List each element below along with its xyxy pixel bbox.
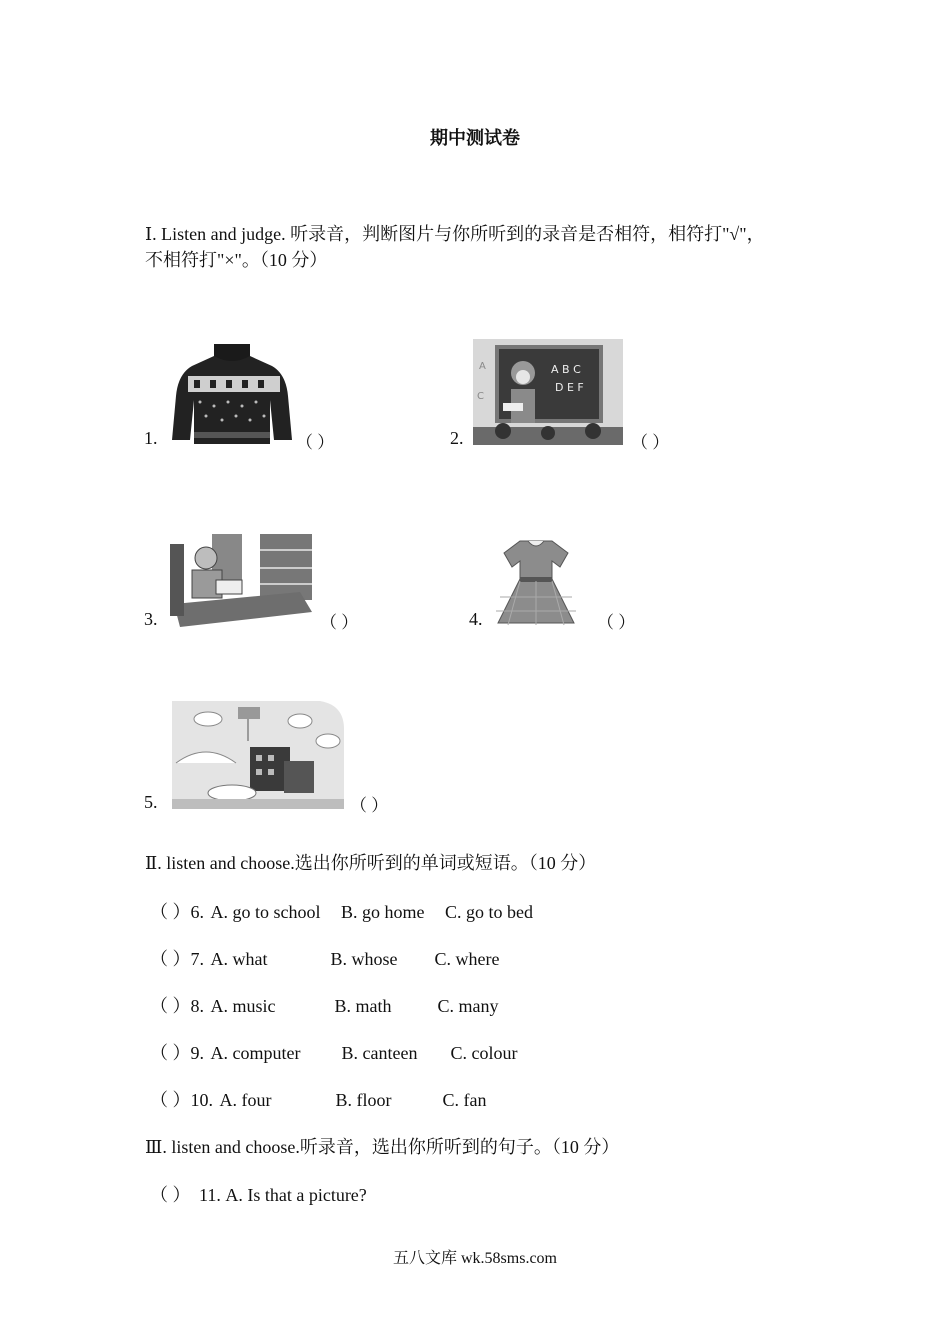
- question-10: [150, 1086, 487, 1112]
- svg-text:C: C: [477, 391, 484, 402]
- question-9-option-b[interactable]: B. canteen: [341, 1043, 418, 1063]
- section1-instruction-line2: 不相符打"×"。（10 分）: [145, 250, 328, 270]
- section1-instruction-line1: Ⅰ. Listen and judge. 听录音，判断图片与你所听到的录音是否相符，相符打"√"，: [145, 224, 765, 244]
- page-title: 期中测试卷: [430, 128, 520, 148]
- question-8-option-b[interactable]: B. math: [334, 996, 392, 1016]
- item-3-number: 3.: [144, 609, 158, 629]
- question-10-number: 10.: [190, 1090, 213, 1110]
- question-9-option-a[interactable]: A. computer: [210, 1043, 301, 1063]
- question-8-paren[interactable]: （ ）: [150, 996, 191, 1016]
- question-10-option-c[interactable]: C. fan: [442, 1090, 487, 1110]
- question-7-option-c[interactable]: C. where: [434, 949, 500, 969]
- question-11-option-a[interactable]: A. Is that a picture?: [225, 1185, 367, 1205]
- question-8-option-a[interactable]: A. music: [210, 996, 276, 1016]
- question-10-paren[interactable]: （ ）: [150, 1090, 191, 1110]
- item-3-answer-paren[interactable]: （ ）: [320, 613, 359, 632]
- question-7-option-a[interactable]: A. what: [210, 949, 268, 969]
- item-2-answer-paren[interactable]: （ ）: [631, 433, 670, 452]
- question-11: [150, 1181, 367, 1207]
- question-6-option-a[interactable]: A. go to school: [210, 902, 321, 922]
- section3-heading: Ⅲ. listen and choose.听录音，选出你所听到的句子。（10 分）: [145, 1137, 620, 1157]
- question-6-paren[interactable]: （ ）: [150, 902, 191, 922]
- question-9: [150, 1039, 518, 1065]
- question-6-option-b[interactable]: B. go home: [341, 902, 425, 922]
- question-9-number: 9.: [190, 1043, 204, 1063]
- item-5-number: 5.: [144, 792, 158, 812]
- svg-text:A: A: [479, 361, 486, 372]
- question-9-paren[interactable]: （ ）: [150, 1043, 191, 1063]
- question-8-number: 8.: [190, 996, 204, 1016]
- question-7-paren[interactable]: （ ）: [150, 949, 191, 969]
- item-4-number: 4.: [469, 609, 483, 629]
- question-10-option-a[interactable]: A. four: [219, 1090, 272, 1110]
- item-4-answer-paren[interactable]: （ ）: [597, 613, 636, 632]
- item-1-answer-paren[interactable]: （ ）: [296, 433, 335, 452]
- question-6: [150, 898, 533, 924]
- item-5-answer-paren[interactable]: （ ）: [350, 796, 389, 815]
- dress-image: [490, 537, 582, 627]
- question-6-option-c[interactable]: C. go to bed: [445, 902, 533, 922]
- sweater-image: [170, 340, 295, 445]
- item-2-number: 2.: [450, 428, 464, 448]
- teacher-blackboard-image: [473, 339, 623, 445]
- question-7-option-b[interactable]: B. whose: [330, 949, 398, 969]
- svg-text:D E F: D E F: [555, 381, 584, 394]
- question-11-paren[interactable]: （ ）: [150, 1185, 191, 1205]
- item-1-number: 1.: [144, 428, 158, 448]
- question-8-option-c[interactable]: C. many: [437, 996, 499, 1016]
- question-6-number: 6.: [190, 902, 204, 922]
- question-7: [150, 945, 499, 971]
- question-10-option-b[interactable]: B. floor: [335, 1090, 392, 1110]
- question-9-option-c[interactable]: C. colour: [450, 1043, 518, 1063]
- library-reading-image: [170, 532, 312, 627]
- question-7-number: 7.: [190, 949, 204, 969]
- question-11-number: 11.: [199, 1185, 221, 1205]
- svg-text:A B C: A B C: [551, 363, 581, 376]
- footer-watermark: 五八文库 wk.58sms.com: [392, 1250, 557, 1267]
- playground-school-image: [172, 701, 344, 809]
- question-8: [150, 992, 499, 1018]
- section2-heading: Ⅱ. listen and choose.选出你所听到的单词或短语。（10 分）: [145, 853, 597, 873]
